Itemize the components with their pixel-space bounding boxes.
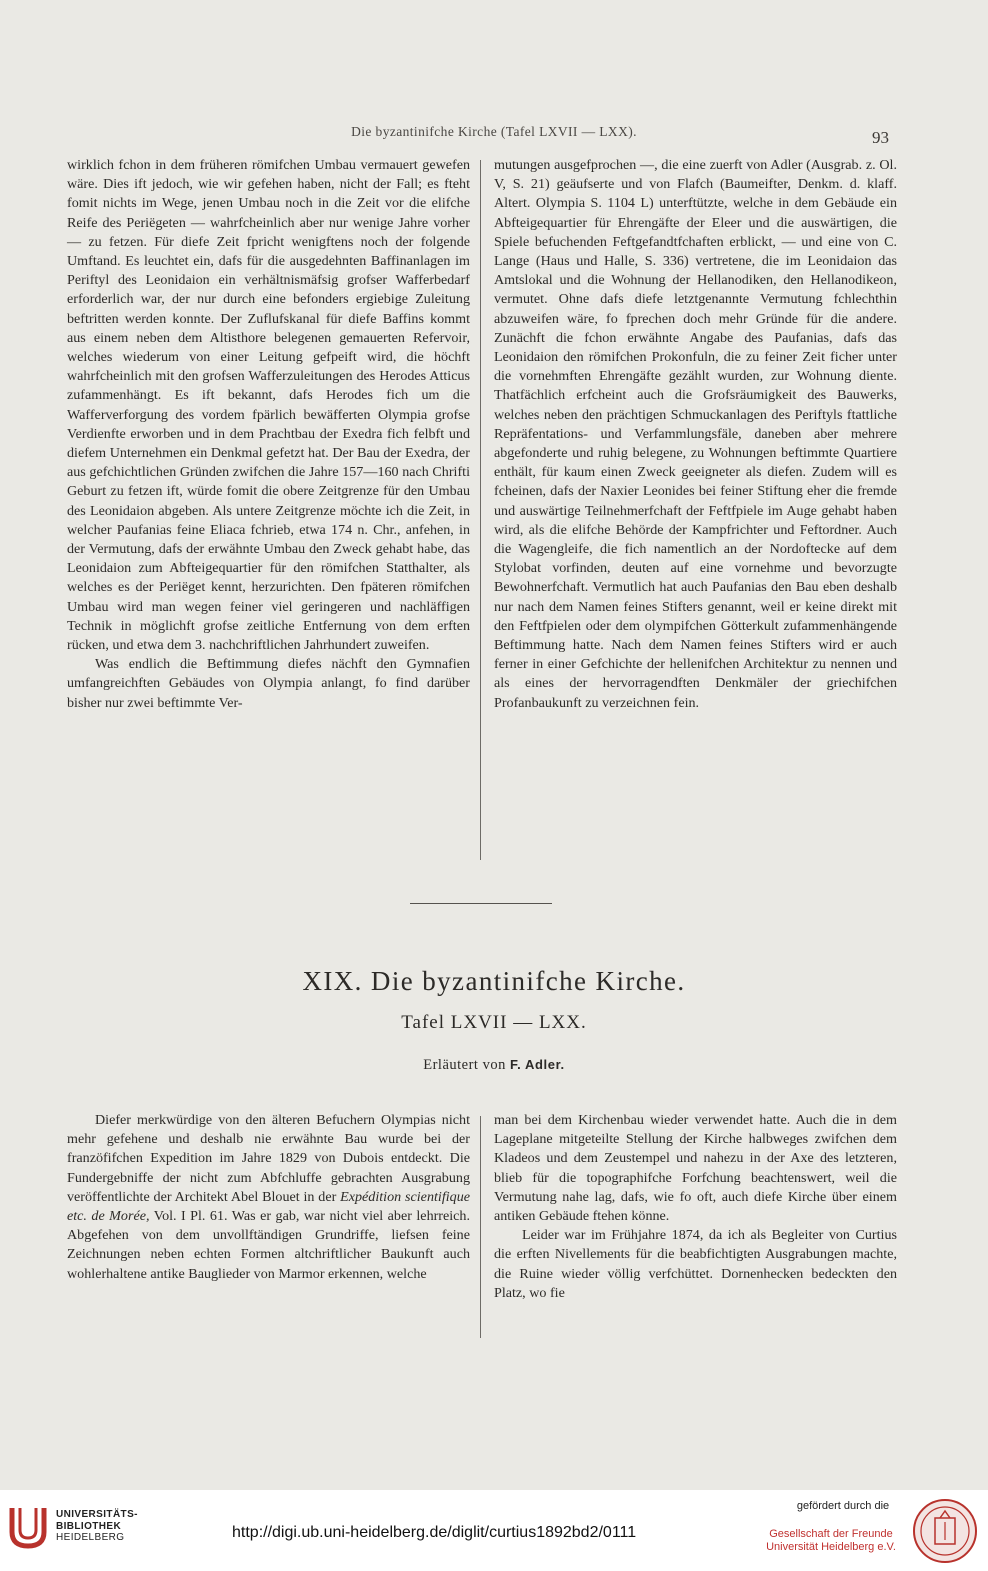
society-name-line: Universität Heidelberg e.V.: [766, 1541, 896, 1553]
page-number: 93: [872, 128, 889, 147]
library-name-line: UNIVERSITÄTS-: [56, 1509, 138, 1520]
upper-left-column: [67, 156, 470, 713]
lower-left-column: [67, 1111, 470, 1284]
paragraph-text: Vol. I Pl. 61. Was er gab, war nicht viel aber lehrreich. Abgefehen von dem unvollftändigen Grundriffe, liefsen feine Zeichnungen neben echten Formen altchriftlicher Baukunft auch wohlerhaltene antike Bauglieder von Marmor erkennen, welche: [67, 1208, 470, 1282]
library-name-line: BIBLIOTHEK: [56, 1520, 122, 1532]
paragraph: wirklich fchon in dem früheren römifchen Umbau vermauert gewefen wäre. Dies ift jedoch, wie wir gefehen haben, nicht der Fall; es fteht fomit nichts im Wege, jenen Umbau noch in die Zeit vor die elifche Reife des Periëgeten — wahrfcheinlich aber nur wenige Jahre vorher — zu fetzen. Für diefe Zeit fpricht wenigftens noch der folgende Umftand. Es leuchtet ein, dafs für die ausgedehnten Baffinanlagen im Periftyl des Leonidaion ein verhältnismäfsig grofser Wafferbedarf erforderlich war, der nur durch eine befonders ergiebige Zuleitung beftritten werden konnte. Der Zuflufskanal für diefe Baffins kommt aus einem neben dem Altisthore belegenen gemauerten Refervoir, welches wiederum von einer Leitung gefpeift wird, die höchft wahrfcheinlich mit den grofsen Wafferzuleitungen des Herodes Atticus zufammenhängt. Es ift bekannt, dafs Herodes fich um die Wafferverforgung des vordem fpärlich bewäfferten Olympia grofse Verdienfte erworben und in dem Prachtbau der Exedra fich felbft und diefem Unternehmen ein Denkmal gefetzt hat. Der Bau der Exedra, der aus gefchichtlichen Gründen zwifchen die Jahre 157—160 nach Chrifti Geburt zu fetzen ift, würde fomit die obere Zeitgrenze für den Umbau des Leonidaion abgeben. Als untere Zeitgrenze möchte ich die Zeit, in welcher Paufanias feine Eliaca fchrieb, etwa 174 n. Chr., anfehen, in der Vermutung, dafs der erwähnte Umbau den Zweck gehabt habe, das Leonidaion zum Abfteigequartier für den römifchen Statthalter, als welches es der Periëget kennt, herzurichten. Den fpäteren römifchen Umbau wird man wegen feiner viel geringeren und nachläffigen Technik in möglichft grofse zeitliche Entfernung von dem erften rücken, und etwa dem 3. nachchriftlichen Jahrhundert zuweifen.: [67, 157, 470, 654]
society-name-line: Gesellschaft der Freunde: [769, 1528, 893, 1540]
section-separator-rule: [410, 903, 552, 904]
running-title: Die byzantinifche Kirche (Tafel LXVII — LXX).: [351, 124, 637, 139]
section-title: XIX. Die byzantinifche Kirche.: [302, 966, 686, 996]
paragraph-text: Diefer merkwürdige von den älteren Befuchern Olympias nicht mehr gefehene und deshalb nie erwähnte Bau wurde bei der franzöfifchen Expedition im Jahre 1829 von Dubois entdeckt. Die Fundergebniffe der nicht zum Abfchluffe gebrachten Ausgrabung veröffentlichte der Architekt Abel Blouet in der: [67, 1112, 470, 1205]
book-title: Expédition scientifique etc. de Morée,: [67, 1188, 470, 1225]
university-seal-icon: [912, 1498, 978, 1564]
author-name: F. Adler.: [509, 1057, 565, 1072]
lower-right-column: [494, 1111, 897, 1303]
upper-right-column: [494, 156, 897, 713]
paragraph: man bei dem Kirchenbau wieder verwendet hatte. Auch die in dem Lageplane mitgeteilte Stellung der Kirche halbweges zwifchen dem Kladeos und dem Zeustempel und nahezu in der Axe des letzteren, blieb für die topographifche Forfchung beachtenswert, weil die Vermutung nahe lag, dafs, wie fo oft, auch diefe Kirche über einem antiken Gebäude ftehen könne.: [494, 1112, 897, 1225]
supported-by-label: gefördert durch die: [796, 1500, 890, 1512]
paragraph: mutungen ausgefprochen —, die eine zuerft von Adler (Ausgrab. z. Ol. V, S. 21) geäufserte und von Flafch (Baumeifter, Denkm. d. klaff. Altert. Olympia S. 1104 L) unterftützte, welche in dem Gebäude ein Abfteigequartier für Ehrengäfte der Eleer und die auswärtigen, die Spiele befuchenden Feftgefandtfchaften erblickt, — und eine von C. Lange (Haus und Halle, S. 336) vertretene, die im Leonidaion das Amtslokal und die Wohnung der Hellanodiken, den Hellanodikeon, vermutet. Ohne dafs diefe letztgenannte Vermutung fchlechthin abzuweifen wäre, fo fprechen doch mehr Gründe für die andere. Zunächft die fchon erwähnte Angabe des Paufanias, dafs das Leonidaion den römifchen Prokonfuln, die zu feiner Zeit ficher unter die vornehmften Ehrengäfte gezählt wurden, zur Wohnung diente. Thatfächlich erfcheint auch die Grofsräumigkeit des Bauwerks, welches neben den prächtigen Schmuckanlagen des Periftyls ftattliche Repräfentations- und Verfammlungsfäle, daneben aber mehrere abgefonderte und ruhig belegene, zu Wohnungen beftimmte Quartiere enthält, für kaum einen Zweck geeigneter als diefen. Zudem will es fcheinen, dafs der Naxier Leonides bei feiner Stiftung eher die fremde und auswärtige Teilnehmerfchaft der Feftfpiele im Auge gehabt haben wird, als die elifche Behörde der Kampfrichter und Feftordner. Auch die Wagengleife, die fich namentlich an der Nordoftecke auf dem Stylobat vorfinden, deuten auf eine vornehme und bevorzugte Bewohnerfchaft. Vermutlich hat auch Paufanias den Bau eben deshalb nur nach dem Namen feines Stifters genannt, weil er keine direkt mit den Feftfpielen oder dem olympifchen Götterkult zufammenhängende Beftimmung hatte. Nach dem Namen feines Stifters wird er auch ferner in einer Gefchichte der hellenifchen Architektur zu nennen und als eines der hervorragendften Denkmäler der griechifchen Profanbaukunft zu verzeichnen fein.: [494, 157, 897, 711]
permalink-url[interactable]: http://digi.ub.uni-heidelberg.de/diglit/curtius1892bd2/0111: [232, 1524, 637, 1541]
library-name: [56, 1509, 138, 1544]
paragraph: [67, 1111, 470, 1284]
library-name-line: HEIDELBERG: [56, 1532, 125, 1543]
digitization-footer: [0, 1490, 988, 1571]
author-prefix: Erläutert von: [423, 1057, 506, 1073]
column-divider: [480, 1116, 481, 1338]
section-plates: Tafel LXVII — LXX.: [401, 1012, 587, 1033]
society-name: [756, 1528, 906, 1554]
university-library-logo-icon: [8, 1502, 48, 1552]
paragraph: Leider war im Frühjahre 1874, da ich als Begleiter von Curtius die erften Nivellements für die beabfichtigten Ausgrabungen machte, die Ruine wieder völlig verfchüttet. Dornenhecken bedeckten den Platz, wo fie: [494, 1227, 897, 1301]
column-divider: [480, 160, 481, 860]
section-author: [0, 1057, 988, 1074]
paragraph: Was endlich die Beftimmung diefes nächft den Gymnafien umfangreichften Gebäudes von Olympia anlangt, fo find darüber bisher nur zwei beftimmte Ver-: [67, 656, 470, 711]
